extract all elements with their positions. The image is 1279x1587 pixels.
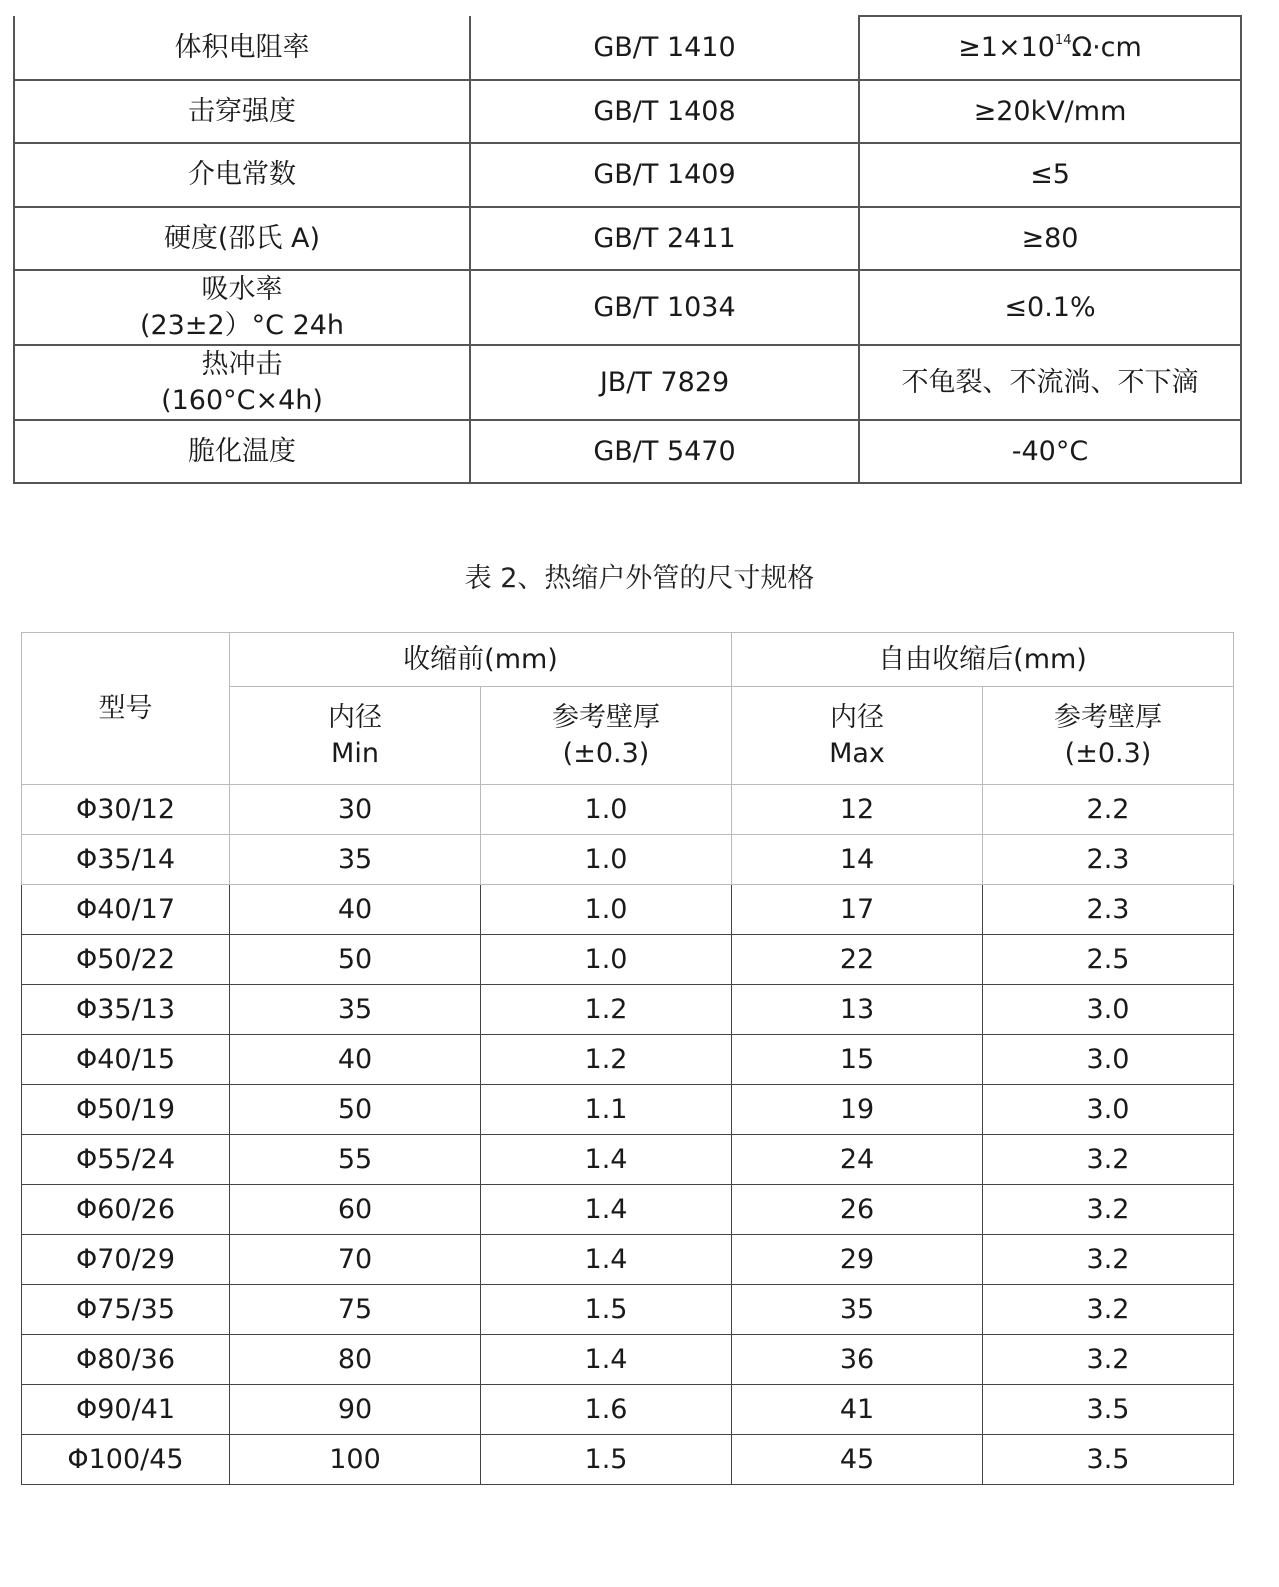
before-wall-cell: 1.5	[481, 1435, 732, 1485]
model-cell: Φ35/13	[22, 985, 230, 1035]
after-wall-cell: 3.0	[983, 985, 1234, 1035]
table-row	[14, 143, 1241, 207]
after-wall-cell: 3.2	[983, 1185, 1234, 1235]
value-cell: ≤5	[859, 143, 1241, 207]
before-wall-cell: 1.0	[481, 835, 732, 885]
before-wall-cell: 1.2	[481, 1035, 732, 1085]
before-wall-cell: 1.4	[481, 1135, 732, 1185]
property-cell: 介电常数	[14, 143, 470, 207]
table-row	[22, 885, 1234, 935]
property-cell: 吸水率 (23±2）°C 24h	[14, 270, 470, 345]
table-row	[22, 1185, 1234, 1235]
before-wall-header: 参考壁厚 (±0.3)	[481, 687, 732, 785]
size-spec-table	[21, 632, 1234, 1485]
model-cell: Φ100/45	[22, 1435, 230, 1485]
before-wall-cell: 1.0	[481, 935, 732, 985]
before-wall-cell: 1.0	[481, 785, 732, 835]
after-wall-cell: 2.3	[983, 835, 1234, 885]
model-cell: Φ80/36	[22, 1335, 230, 1385]
table-row	[14, 80, 1241, 143]
after-wall-cell: 3.5	[983, 1435, 1234, 1485]
table-row	[22, 985, 1234, 1035]
standard-cell: GB/T 2411	[470, 207, 859, 270]
before-inner-diameter-cell: 80	[230, 1335, 481, 1385]
standard-cell: GB/T 1410	[470, 16, 859, 80]
after-wall-header: 参考壁厚 (±0.3)	[983, 687, 1234, 785]
table-row	[22, 835, 1234, 885]
after-shrink-header: 自由收缩后(mm)	[732, 633, 1234, 687]
model-cell: Φ90/41	[22, 1385, 230, 1435]
table-caption: 表 2、热缩户外管的尺寸规格	[464, 563, 815, 594]
after-inner-diameter-cell: 13	[732, 985, 983, 1035]
before-wall-cell: 1.2	[481, 985, 732, 1035]
table-row	[14, 345, 1241, 420]
after-inner-diameter-header: 内径 Max	[732, 687, 983, 785]
after-wall-cell: 3.2	[983, 1285, 1234, 1335]
value-cell: ≥80	[859, 207, 1241, 270]
before-inner-diameter-cell: 55	[230, 1135, 481, 1185]
table-row	[14, 270, 1241, 345]
after-wall-cell: 3.2	[983, 1135, 1234, 1185]
standard-cell: GB/T 1409	[470, 143, 859, 207]
model-cell: Φ60/26	[22, 1185, 230, 1235]
before-shrink-header: 收缩前(mm)	[230, 633, 732, 687]
properties-table	[13, 15, 1242, 484]
model-header: 型号	[22, 633, 230, 785]
after-inner-diameter-cell: 24	[732, 1135, 983, 1185]
model-cell: Φ30/12	[22, 785, 230, 835]
header-row	[22, 633, 1234, 687]
after-inner-diameter-cell: 35	[732, 1285, 983, 1335]
after-wall-cell: 3.2	[983, 1335, 1234, 1385]
model-cell: Φ50/22	[22, 935, 230, 985]
table-row	[22, 1285, 1234, 1335]
superscript: 14	[1054, 33, 1072, 49]
before-inner-diameter-cell: 50	[230, 935, 481, 985]
after-inner-diameter-cell: 14	[732, 835, 983, 885]
table-row	[22, 1035, 1234, 1085]
before-inner-diameter-cell: 100	[230, 1435, 481, 1485]
before-inner-diameter-cell: 40	[230, 885, 481, 935]
table-row	[22, 1135, 1234, 1185]
before-wall-cell: 1.0	[481, 885, 732, 935]
after-wall-cell: 3.5	[983, 1385, 1234, 1435]
model-cell: Φ40/17	[22, 885, 230, 935]
value-cell: ≤0.1%	[859, 270, 1241, 345]
after-inner-diameter-cell: 22	[732, 935, 983, 985]
property-cell: 热冲击 (160°C×4h)	[14, 345, 470, 420]
before-wall-cell: 1.6	[481, 1385, 732, 1435]
table-row	[22, 1335, 1234, 1385]
after-inner-diameter-cell: 45	[732, 1435, 983, 1485]
before-wall-cell: 1.5	[481, 1285, 732, 1335]
before-inner-diameter-cell: 75	[230, 1285, 481, 1335]
before-inner-diameter-cell: 40	[230, 1035, 481, 1085]
model-cell: Φ35/14	[22, 835, 230, 885]
after-inner-diameter-cell: 26	[732, 1185, 983, 1235]
table-row	[22, 1235, 1234, 1285]
value-cell: ≥20kV/mm	[859, 80, 1241, 143]
after-inner-diameter-cell: 19	[732, 1085, 983, 1135]
after-wall-cell: 2.2	[983, 785, 1234, 835]
standard-cell: GB/T 5470	[470, 420, 859, 483]
model-cell: Φ55/24	[22, 1135, 230, 1185]
before-inner-diameter-cell: 90	[230, 1385, 481, 1435]
before-inner-diameter-cell: 35	[230, 835, 481, 885]
value-cell: 不龟裂、不流淌、不下滴	[859, 345, 1241, 420]
before-inner-diameter-header: 内径 Min	[230, 687, 481, 785]
property-cell: 击穿强度	[14, 80, 470, 143]
after-inner-diameter-cell: 41	[732, 1385, 983, 1435]
model-cell: Φ75/35	[22, 1285, 230, 1335]
after-wall-cell: 2.5	[983, 935, 1234, 985]
property-cell: 脆化温度	[14, 420, 470, 483]
property-cell: 体积电阻率	[14, 16, 470, 80]
property-cell: 硬度(邵氏 A)	[14, 207, 470, 270]
after-wall-cell: 3.0	[983, 1085, 1234, 1135]
table-row	[22, 785, 1234, 835]
standard-cell: GB/T 1034	[470, 270, 859, 345]
table-row	[22, 1385, 1234, 1435]
standard-cell: JB/T 7829	[470, 345, 859, 420]
before-inner-diameter-cell: 30	[230, 785, 481, 835]
table-body	[22, 785, 1234, 1485]
after-inner-diameter-cell: 29	[732, 1235, 983, 1285]
model-cell: Φ40/15	[22, 1035, 230, 1085]
after-wall-cell: 2.3	[983, 885, 1234, 935]
after-inner-diameter-cell: 17	[732, 885, 983, 935]
table-row	[14, 420, 1241, 483]
table-row	[14, 16, 1241, 80]
before-inner-diameter-cell: 70	[230, 1235, 481, 1285]
after-inner-diameter-cell: 12	[732, 785, 983, 835]
before-wall-cell: 1.4	[481, 1185, 732, 1235]
before-wall-cell: 1.4	[481, 1235, 732, 1285]
before-wall-cell: 1.4	[481, 1335, 732, 1385]
after-wall-cell: 3.0	[983, 1035, 1234, 1085]
table-row	[22, 1085, 1234, 1135]
standard-cell: GB/T 1408	[470, 80, 859, 143]
model-cell: Φ70/29	[22, 1235, 230, 1285]
after-inner-diameter-cell: 36	[732, 1335, 983, 1385]
before-inner-diameter-cell: 50	[230, 1085, 481, 1135]
table-row	[22, 935, 1234, 985]
before-inner-diameter-cell: 35	[230, 985, 481, 1035]
before-inner-diameter-cell: 60	[230, 1185, 481, 1235]
value-cell: -40°C	[859, 420, 1241, 483]
table-row	[22, 1435, 1234, 1485]
after-inner-diameter-cell: 15	[732, 1035, 983, 1085]
table-row	[14, 207, 1241, 270]
value-cell: $\ge 1\times 10^{14}\Omega\cdot cm$	[859, 16, 1241, 80]
before-wall-cell: 1.1	[481, 1085, 732, 1135]
model-cell: Φ50/19	[22, 1085, 230, 1135]
after-wall-cell: 3.2	[983, 1235, 1234, 1285]
